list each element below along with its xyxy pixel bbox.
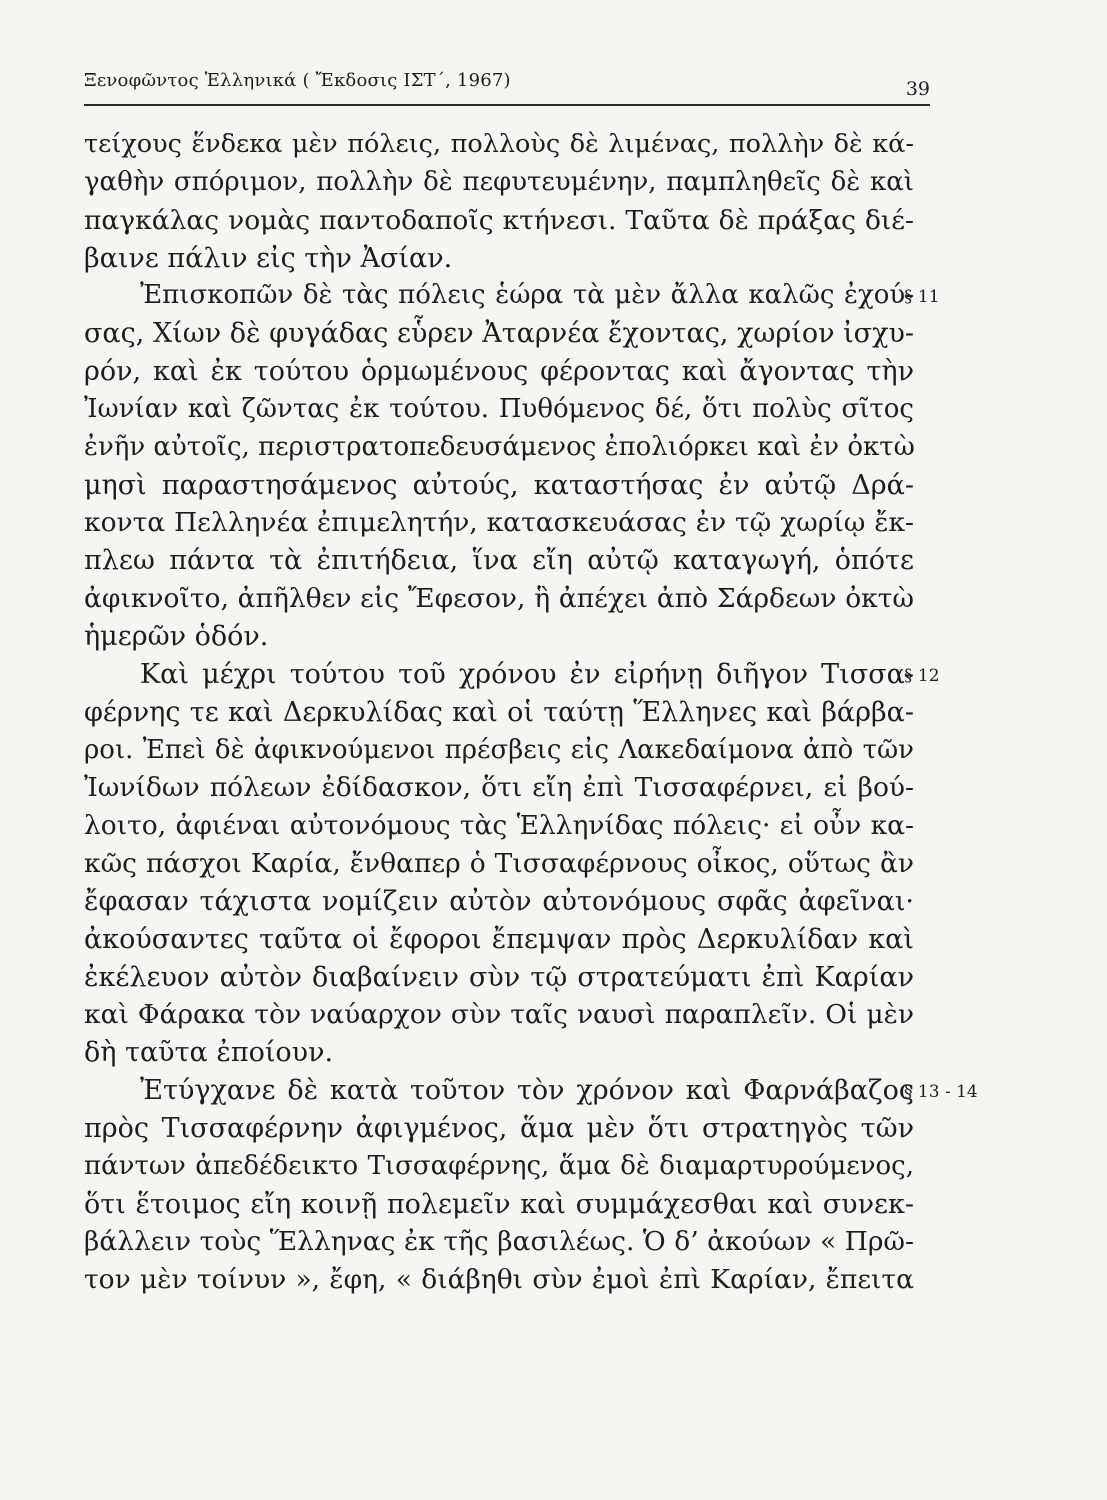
- text-line: ἔφασαν τάχιστα νομίζειν αὐτὸν αὐτονόμους σφᾶς ἀφεῖναι·: [84, 885, 914, 917]
- text-line: τον μὲν τοίνυν », ἔφη, « διάβηθι σὺν ἐμοὶ ἐπὶ Καρίαν, ἔπειτα: [84, 1264, 914, 1296]
- text-line: λοιτο, ἀφιέναι αὐτονόμους τὰς Ἑλληνίδας πόλεις· εἰ οὖν κα-: [84, 810, 914, 842]
- text-line: φέρνης τε καὶ Δερκυλίδας καὶ οἱ ταύτῃ Ἕλληνες καὶ βάρβα-: [84, 696, 914, 728]
- text-line: πάντων ἀπεδέδεικτο Τισσαφέρνης, ἅμα δὲ διαμαρτυρούμενος,: [84, 1150, 914, 1181]
- text-line: τείχους ἕνδεκα μὲν πόλεις, πολλοὺς δὲ λιμένας, πολλὴν δὲ κά-: [84, 129, 914, 159]
- text-line: ἀφικνοῖτο, ἀπῆλθεν εἰς Ἔφεσον, ἣ ἀπέχει ἀπὸ Σάρδεων ὀκτὼ: [84, 583, 914, 615]
- text-line: δὴ ταῦτα ἐποίουν.: [84, 1037, 334, 1069]
- text-line: βάλλειν τοὺς Ἕλληνας ἐκ τῆς βασιλέως. Ὁ δ’ ἀκούων « Πρῶ-: [84, 1226, 914, 1258]
- text-line: καὶ Φάρακα τὸν ναύαρχον σὺν ταῖς ναυσὶ παραπλεῖν. Οἱ μὲν: [84, 999, 914, 1031]
- text-line: ἡμερῶν ὁδόν.: [84, 620, 269, 652]
- text-line: κῶς πάσχοι Καρία, ἔνθαπερ ὁ Τισσαφέρνους οἶκος, οὕτως ἂν: [84, 848, 914, 880]
- text-line: Ἐπισκοπῶν δὲ τὰς πόλεις ἑώρα τὰ μὲν ἄλλα καλῶς ἐχού-: [140, 280, 914, 311]
- text-line: σας, Χίων δὲ φυγάδας εὗρεν Ἀταρνέα ἔχοντας, χωρίον ἰσχυ-: [84, 318, 914, 350]
- body-text: [84, 126, 978, 1299]
- text-line: πλεω πάντα τὰ ἐπιτήδεια, ἵνα εἴη αὐτῷ καταγωγή, ὁπότε: [84, 545, 914, 577]
- text-line: ἀκούσαντες ταῦτα οἱ ἔφοροι ἔπεμψαν πρὸς Δερκυλίδαν καὶ: [84, 923, 914, 955]
- text-line: Ἰωνίαν καὶ ζῶντας ἐκ τούτου. Πυθόμενος δέ, ὅτι πολὺς σῖτος: [84, 393, 914, 424]
- text-line: Ἐτύγχανε δὲ κατὰ τοῦτον τὸν χρόνον καὶ Φαρνάβαζος: [140, 1075, 914, 1107]
- text-line: βαινε πάλιν εἰς τὴν Ἀσίαν.: [84, 242, 453, 274]
- section-marker: § 11: [904, 287, 940, 308]
- text-line: κοντα Πελληνέα ἐπιμελητήν, κατασκευάσας ἐν τῷ χωρίῳ ἔκ-: [84, 507, 914, 539]
- text-line: γαθὴν σπόριμον, πολλὴν δὲ πεφυτευμένην, παμπληθεῖς δὲ καὶ: [84, 166, 914, 197]
- text-line: Ἰωνίδων πόλεων ἐδίδασκον, ὅτι εἴη ἐπὶ Τισσαφέρνει, εἰ βού-: [84, 772, 914, 804]
- text-line: ἐνῆν αὐτοῖς, περιστρατοπεδευσάμενος ἐπολιόρκει καὶ ἐν ὀκτὼ: [84, 431, 915, 462]
- text-line: παγκάλας νομὰς παντοδαποῖς κτήνεσι. Ταῦτα δὲ πράξας διέ-: [84, 204, 914, 236]
- text-line: ροι. Ἐπεὶ δὲ ἀφικνούμενοι πρέσβεις εἰς Λακεδαίμονα ἀπὸ τῶν: [84, 734, 914, 765]
- text-line: ρόν, καὶ ἐκ τούτου ὁρμωμένους φέροντας καὶ ἄγοντας τὴν: [84, 356, 914, 388]
- header-rule: [84, 104, 930, 106]
- text-line: μησὶ παραστησάμενος αὐτούς, καταστήσας ἐν αὐτῷ Δρά-: [84, 469, 914, 501]
- text-line: ὅτι ἕτοιμος εἴη κοινῇ πολεμεῖν καὶ συμμάχεσθαι καὶ συνεκ-: [84, 1188, 914, 1220]
- text-line: ἐκέλευον αὐτὸν διαβαίνειν σὺν τῷ στρατεύματι ἐπὶ Καρίαν: [84, 961, 914, 993]
- running-title: Ξενοφῶντος Ἑλληνικά ( Ἔκδοσις ΙΣΤ΄, 1967): [84, 70, 511, 91]
- text-line: πρὸς Τισσαφέρνην ἀφιγμένος, ἅμα μὲν ὅτι στρατηγὸς τῶν: [84, 1112, 914, 1144]
- section-marker: § 12: [904, 665, 940, 686]
- page-number: 39: [905, 78, 930, 100]
- running-header: [84, 70, 934, 98]
- section-marker: § 13 - 14: [904, 1082, 978, 1103]
- text-line: Καὶ μέχρι τούτου τοῦ χρόνου ἐν εἰρήνῃ διῆγον Τισσα-: [140, 658, 914, 690]
